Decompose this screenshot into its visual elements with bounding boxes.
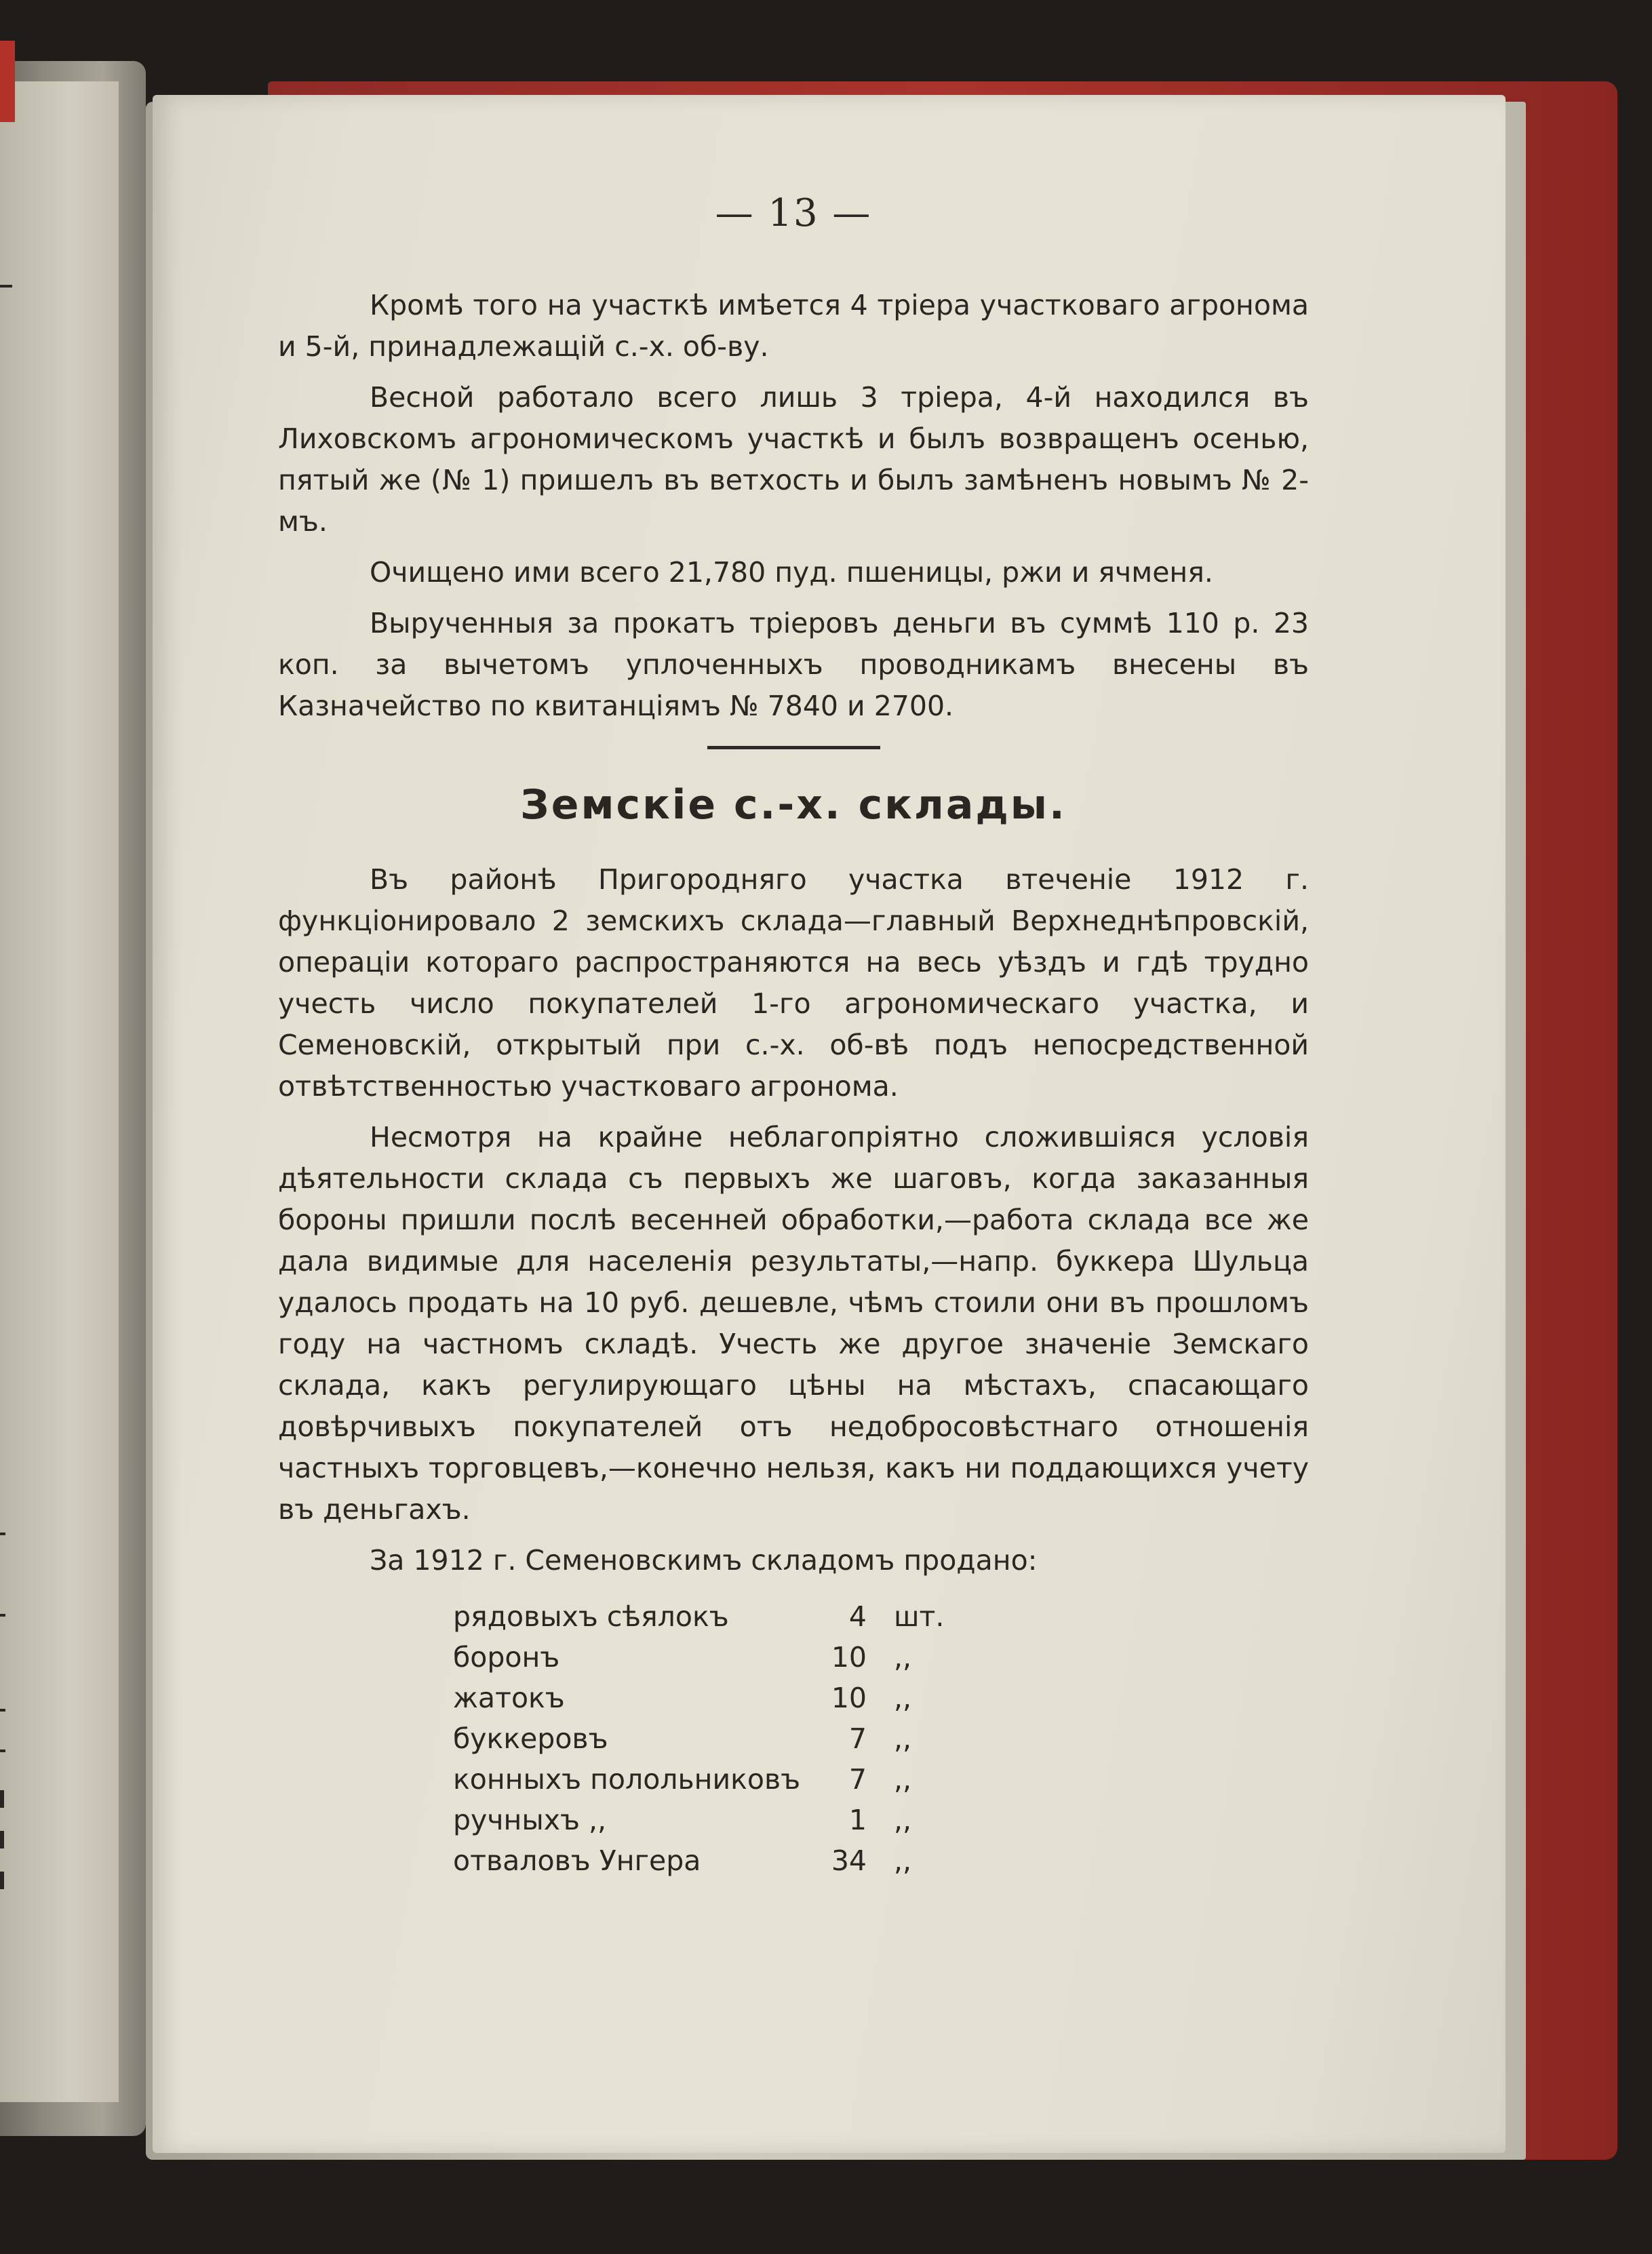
left-page-inner [0, 81, 119, 2102]
left-cover-red [0, 41, 15, 122]
paragraph-trier-count: Кромѣ того на участкѣ имѣется 4 тріера участковаго агронома и 5-й, принадлежащій с.-х. об-ву. [278, 289, 1309, 363]
left-page-mark [0, 1831, 4, 1848]
sales-qty: 7 [848, 1763, 867, 1796]
sales-table [453, 1596, 962, 1881]
left-page-mark [0, 1749, 5, 1752]
sales-qty: 10 [831, 1682, 867, 1714]
sales-item: рядовыхъ сѣялокъ [453, 1600, 729, 1633]
left-page-mark [0, 285, 12, 288]
sales-qty: 1 [848, 1804, 867, 1836]
sales-unit: шт. [894, 1600, 945, 1633]
sales-item: конныхъ полольниковъ [453, 1763, 801, 1796]
paragraph-spring-work: Весной работало всего лишь 3 тріера, 4-й находился въ Лиховскомъ агрономическомъ участкѣ и былъ возвращенъ осенью, пятый же (№ 1) пришелъ въ ветхость и былъ замѣненъ новымъ № 2-мъ. [278, 381, 1309, 538]
sales-qty: 10 [831, 1641, 867, 1674]
left-page-mark [0, 1790, 4, 1808]
page-number: — 13 — [715, 191, 872, 235]
table-row [453, 1637, 962, 1678]
sales-item: ручныхъ ,, [453, 1804, 607, 1836]
table-row [453, 1596, 962, 1637]
left-page-mark [0, 1614, 5, 1617]
sales-item: отваловъ Унгера [453, 1844, 701, 1877]
sales-unit: ,, [894, 1804, 912, 1836]
sales-qty: 7 [848, 1722, 867, 1755]
paragraph-warehouses: Въ районѣ Пригороднягo участка втеченіе 1912 г. функціонировало 2 земскихъ склада—главный Верхнеднѣпровскій, операціи котораго распространяются на весь уѣздъ и гдѣ трудно учесть число покупателей 1-го агрономическаго участка, и Семеновскій, открытый при с.-х. об-вѣ подъ непосредственной отвѣтственностью участковаго агронома. [278, 863, 1309, 1103]
left-page-mark [0, 1709, 5, 1712]
paragraph-rental-money: Вырученныя за прокатъ тріеровъ деньги въ суммѣ 110 р. 23 коп. за вычетомъ уплоченныхъ проводникамъ внесены въ Казначейство по квитанціямъ № 7840 и 2700. [278, 607, 1309, 722]
sales-unit: ,, [894, 1641, 912, 1674]
page-content [278, 190, 1309, 1881]
sales-intro: За 1912 г. Семеновскимъ складомъ продано: [370, 1544, 1038, 1577]
section-divider [707, 746, 880, 749]
table-row [453, 1800, 962, 1840]
sales-unit: ,, [894, 1844, 912, 1877]
table-row [453, 1840, 962, 1881]
sales-item: буккеровъ [453, 1722, 608, 1755]
sales-unit: ,, [894, 1763, 912, 1796]
paragraph-warehouse-results: Несмотря на крайне неблагопріятно сложившіяся условія дѣятельности склада съ первыхъ же шаговъ, когда заказанныя бороны пришли послѣ весенней обработки,—работа склада все же дала видимые для населенія результаты,—напр. буккера Шульца удалось продать на 10 руб. дешевле, чѣмъ стоили они въ прошломъ году на частномъ складѣ. Учесть же другое значеніе Земскаго склада, какъ регулирующаго цѣны на мѣстахъ, спасающаго довѣрчивыхъ покупателей отъ недобросовѣстнаго отношенія частныхъ торговцевъ,—конечно нельзя, какъ ни поддающихся учету въ деньгахъ. [278, 1121, 1309, 1526]
sales-unit: ,, [894, 1682, 912, 1714]
sales-item: боронъ [453, 1641, 560, 1674]
sales-qty: 34 [831, 1844, 867, 1877]
paragraph-cleaned-grain: Очищено ими всего 21,780 пуд. пшеницы, ржи и ячменя. [370, 556, 1213, 589]
left-page-mark [0, 1872, 4, 1889]
section-title: Земскіе с.-х. склады. [520, 781, 1067, 829]
sales-unit: ,, [894, 1722, 912, 1755]
sales-item: жатокъ [453, 1682, 565, 1714]
table-row [453, 1718, 962, 1759]
sales-qty: 4 [848, 1600, 867, 1633]
left-page-mark [0, 1533, 5, 1535]
table-row [453, 1759, 962, 1800]
table-row [453, 1678, 962, 1718]
